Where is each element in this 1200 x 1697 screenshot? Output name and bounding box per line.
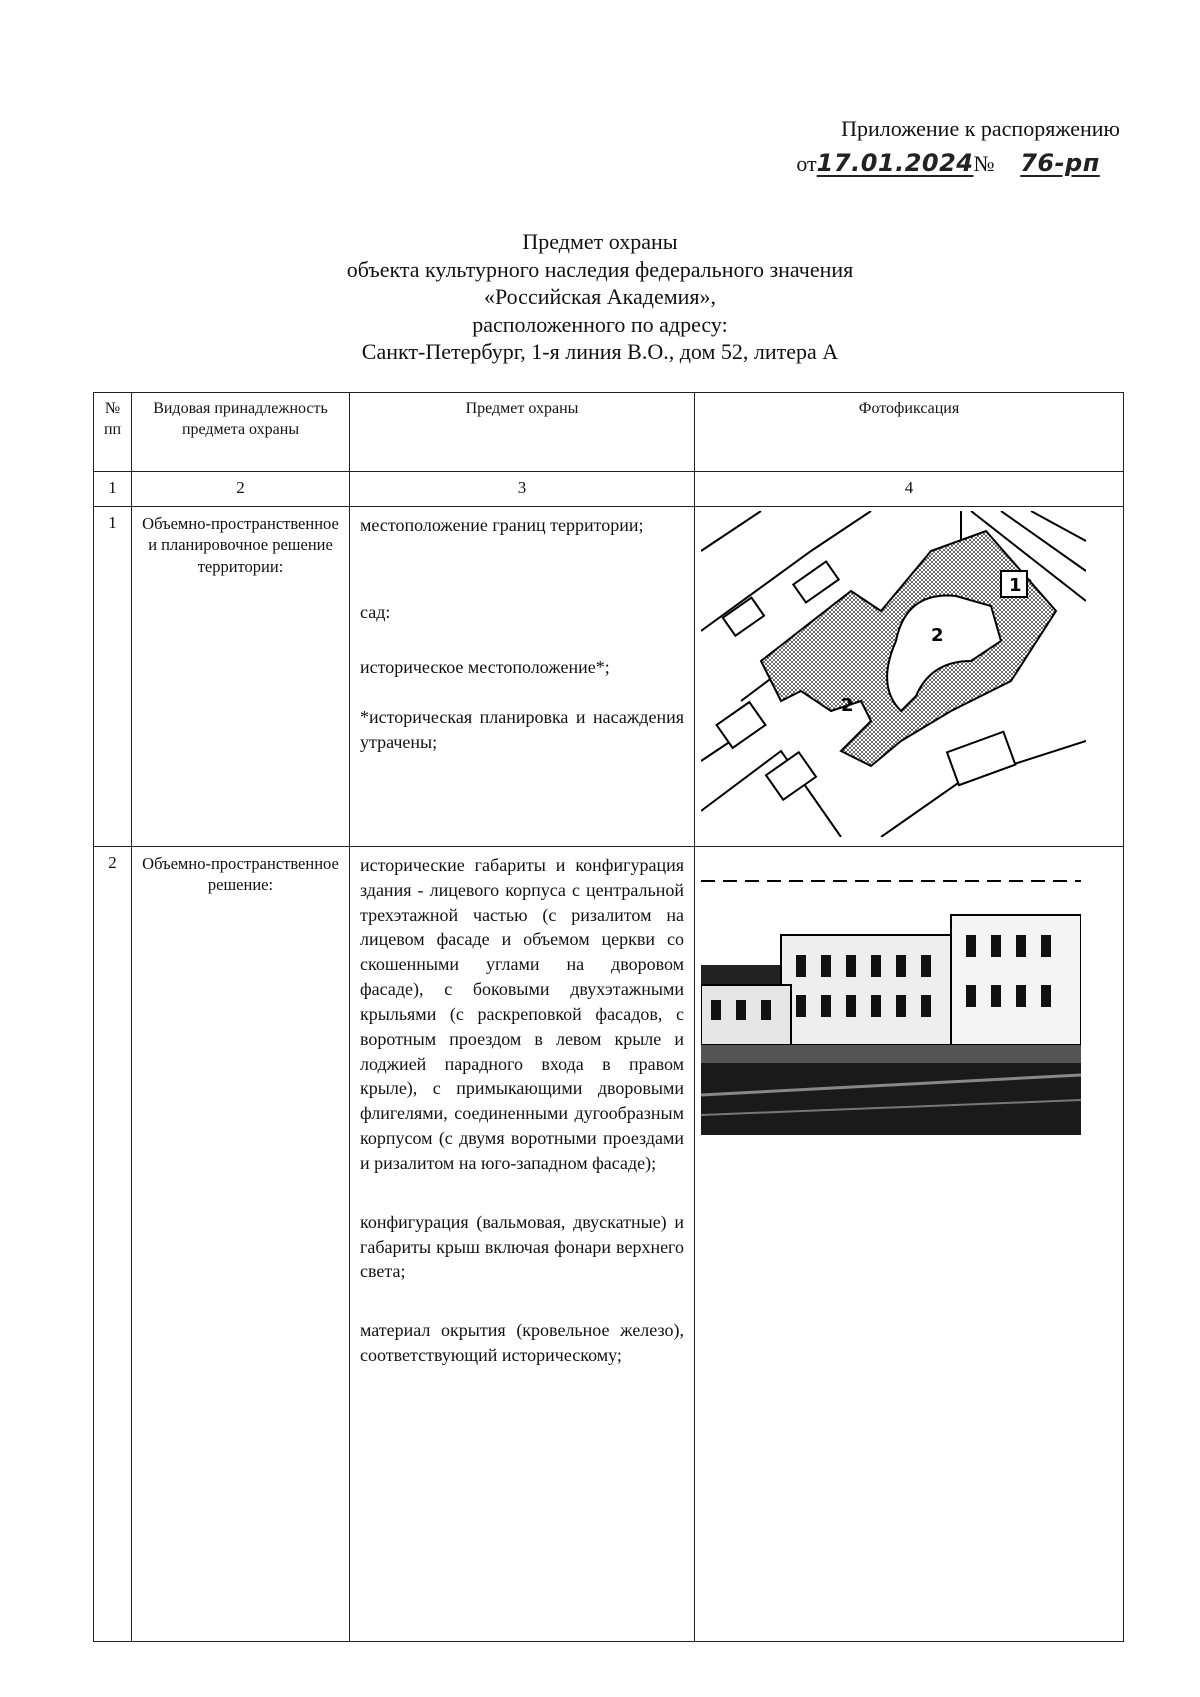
protection-table	[93, 392, 1124, 1642]
title-line-4: расположенного по адресу:	[472, 311, 728, 337]
photo-cell	[695, 507, 1124, 847]
desc-item: конфигурация (вальмовая, двускатные) и габариты крыш включая фонари верхнего света;	[360, 1211, 684, 1282]
site-map-image	[701, 511, 1086, 837]
document-title	[0, 228, 1200, 366]
header-num: № пп	[94, 393, 132, 472]
map-label: 2	[841, 695, 854, 716]
date-prefix: от	[796, 151, 817, 176]
appendix-title: Приложение к распоряжению	[841, 116, 1120, 141]
header-photo: Фотофиксация	[695, 393, 1124, 472]
appendix-header	[796, 112, 1120, 181]
desc-item: местоположение границ территории;	[360, 515, 644, 535]
index-cell: 2	[132, 472, 350, 507]
index-cell: 3	[350, 472, 695, 507]
number-prefix: №	[973, 151, 995, 176]
row-type: Объемно-пространственное решение:	[132, 847, 350, 1642]
title-line-5: Санкт-Петербург, 1-я линия В.О., дом 52, литера А	[361, 339, 839, 364]
index-cell: 1	[94, 472, 132, 507]
title-line-1: Предмет охраны	[522, 229, 678, 254]
map-label: 2	[931, 625, 944, 646]
desc-item: *историческая планировка и насаждения утрачены;	[360, 707, 684, 753]
header-type: Видовая принадлежность предмета охраны	[132, 393, 350, 472]
handwritten-date: 17.01.2024	[816, 149, 974, 177]
desc-item: исторические габариты и конфигурация здания - лицевого корпуса с центральной трехэтажной частью (с ризалитом на лицевом фасаде и объемом церкви со скошенными углами на дворовом фасаде), с боковыми двухэтажными крыльями (с раскреповкой фасадов, с воротным проездом в левом крыле и лоджией парадного входа в правом крыле), с примыкающими дворовыми флигелями, соединенными дугообразным корпусом (с двумя воротными проездами и ризалитом на юго-западном фасаде);	[360, 855, 684, 1173]
desc-item: историческое местоположение*;	[360, 656, 610, 677]
handwritten-number: 76-рп	[1020, 149, 1100, 177]
desc-item: сад:	[360, 601, 391, 622]
title-line-3: «Российская Академия»,	[483, 284, 717, 309]
row-type: Объемно-пространственное и планировочное решение территории:	[132, 507, 350, 847]
index-row	[94, 472, 1124, 507]
title-line-2: объекта культурного наследия федерального значения	[346, 256, 854, 282]
table-row	[94, 847, 1124, 1642]
building-photo-image	[701, 875, 1081, 1135]
row-description	[350, 847, 695, 1642]
appendix-date-line	[796, 145, 1120, 181]
photo-cell	[695, 847, 1124, 1642]
header-subject: Предмет охраны	[350, 393, 695, 472]
index-cell: 4	[695, 472, 1124, 507]
table-header-row	[94, 393, 1124, 472]
desc-item: материал окрытия (кровельное железо), соответствующий историческому;	[360, 1320, 684, 1366]
table-row	[94, 507, 1124, 847]
row-description	[350, 507, 695, 847]
map-label: 1	[1009, 575, 1022, 596]
row-number: 1	[94, 507, 132, 847]
row-number: 2	[94, 847, 132, 1642]
